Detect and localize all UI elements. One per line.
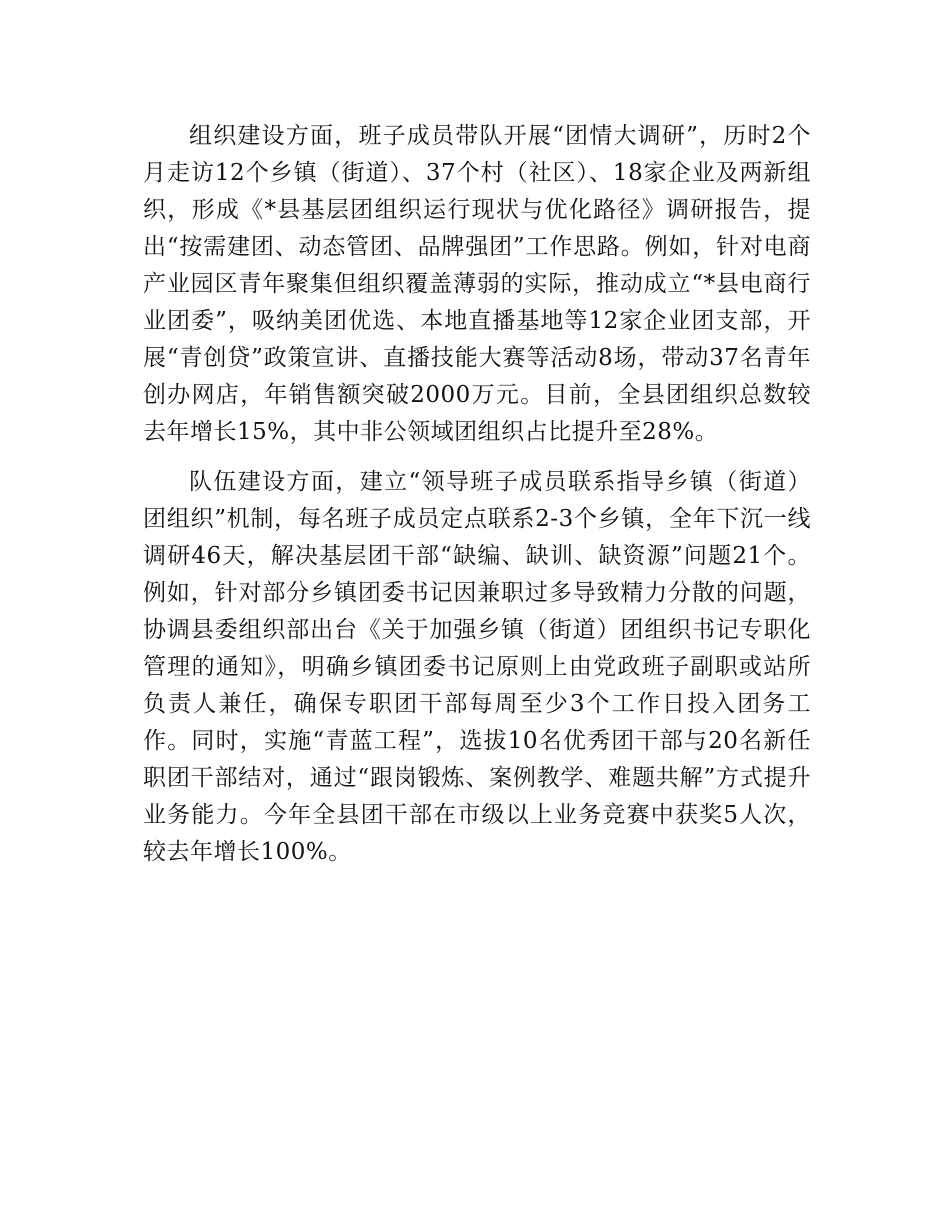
paragraph-organization-building: 组织建设方面，班子成员带队开展“团情大调研”，历时2个月走访12个乡镇（街道）、37个村（社区）、18家企业及两新组织，形成《*县基层团组织运行现状与优化路径》调研报告，提出“按需建团、动态管团、品牌强团”工作思路。例如，针对电商产业园区青年聚集但组织覆盖薄弱的实际，推动成立“*县电商行业团委”，吸纳美团优选、本地直播基地等12家企业团支部，开展“青创贷”政策宣讲、直播技能大赛等活动8场，带动37名青年创办网店，年销售额突破2000万元。目前，全县团组织总数较去年增长15%，其中非公领域团组织占比提升至28%。 xyxy=(143,123,811,445)
document-body xyxy=(143,118,811,871)
paragraph-team-building: 队伍建设方面，建立“领导班子成员联系指导乡镇（街道）团组织”机制，每名班子成员定点联系2-3个乡镇，全年下沉一线调研46天，解决基层团干部“缺编、缺训、缺资源”问题21个。例如，针对部分乡镇团委书记因兼职过多导致精力分散的问题，协调县委组织部出台《关于加强乡镇（街道）团组织书记专职化管理的通知》，明确乡镇团委书记原则上由党政班子副职或站所负责人兼任，确保专职团干部每周至少3个工作日投入团务工作。同时，实施“青蓝工程”，选拔10名优秀团干部与20名新任职团干部结对，通过“跟岗锻炼、案例教学、难题共解”方式提升业务能力。今年全县团干部在市级以上业务竞赛中获奖5人次，较去年增长100%。 xyxy=(143,469,811,865)
